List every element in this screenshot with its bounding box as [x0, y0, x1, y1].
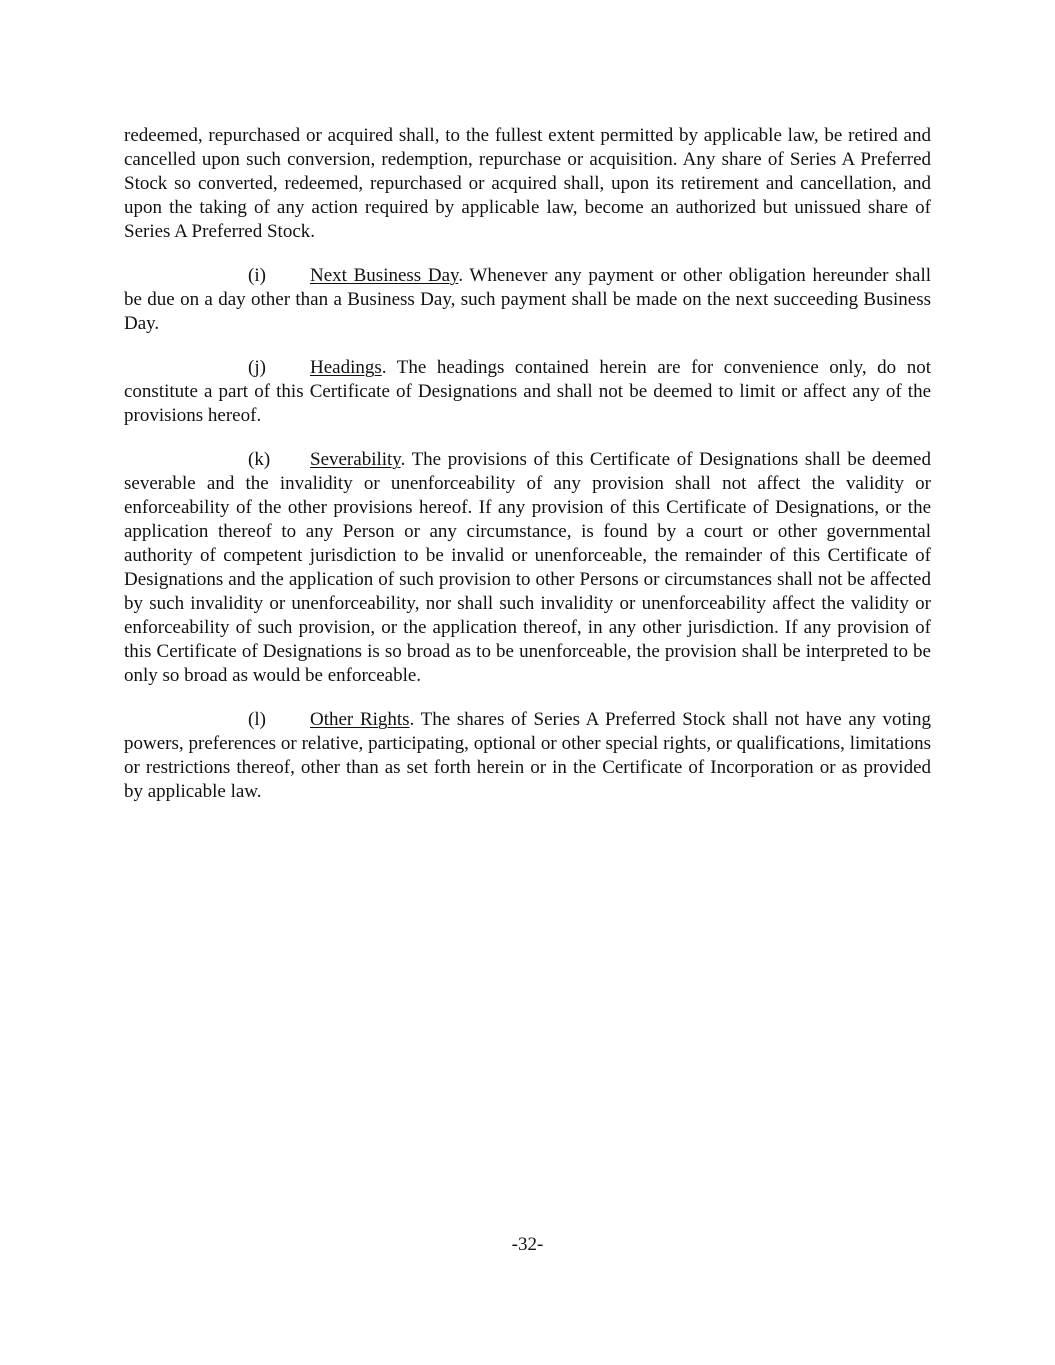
section-number: (j) — [248, 357, 266, 378]
section-number: (l) — [248, 709, 266, 730]
section-heading: Severability — [310, 449, 401, 470]
section-heading: Next Business Day — [310, 265, 459, 286]
section-heading: Headings — [310, 357, 382, 378]
page-number: -32- — [511, 1234, 544, 1255]
section-text: . The shares of Series A Preferred Stock shall not have any voting powers, preferences or relative, participating, optional or other special rights, or qualifications, limitations or restrictions thereof, other than as set forth herein or in the Certificate of Incorporation or as provided by applicable law. — [124, 709, 931, 802]
section-heading: Other Rights — [310, 709, 410, 730]
section-number: (k) — [248, 449, 271, 470]
continuation-text: redeemed, repurchased or acquired shall, to the fullest extent permitted by applicable law, be retired and cancelled upon such conversion, redemption, repurchase or acquisition. Any share of Series A Preferred Stock so converted, redeemed, repurchased or acquired shall, upon its retirement and cancellation, and upon the taking of any action required by applicable law, become an authorized but unissued share of Series A Preferred Stock. — [124, 125, 931, 242]
section-text: . The headings contained herein are for convenience only, do not constitute a part of this Certificate of Designations and shall not be deemed to limit or affect any of the provisions hereof. — [124, 357, 931, 426]
section-text: . The provisions of this Certificate of Designations shall be deemed severable and the invalidity or unenforceability of any provision shall not affect the validity or enforceability of the other provisions hereof. If any provision of this Certificate of Designations, or the application thereof to any Person or any circumstance, is found by a court or other governmental authority of competent jurisdiction to be invalid or unenforceable, the remainder of this Certificate of Designations and the application of such provision to other Persons or circumstances shall not be affected by such invalidity or unenforceability, nor shall such invalidity or unenforceability affect the validity or enforceability of such provision, or the application thereof, in any other jurisdiction. If any provision of this Certificate of Designations is so broad as to be unenforceable, the provision shall be interpreted to be only so broad as would be enforceable. — [124, 449, 931, 686]
document-body — [124, 124, 931, 824]
section-other-rights — [124, 708, 931, 804]
section-headings — [124, 356, 931, 428]
section-number: (i) — [248, 265, 266, 286]
section-severability — [124, 448, 931, 688]
continuation-paragraph — [124, 124, 931, 244]
section-text: . Whenever any payment or other obligation hereunder shall be due on a day other than a Business Day, such payment shall be made on the next succeeding Business Day. — [124, 265, 932, 334]
section-next-business-day — [124, 264, 931, 336]
